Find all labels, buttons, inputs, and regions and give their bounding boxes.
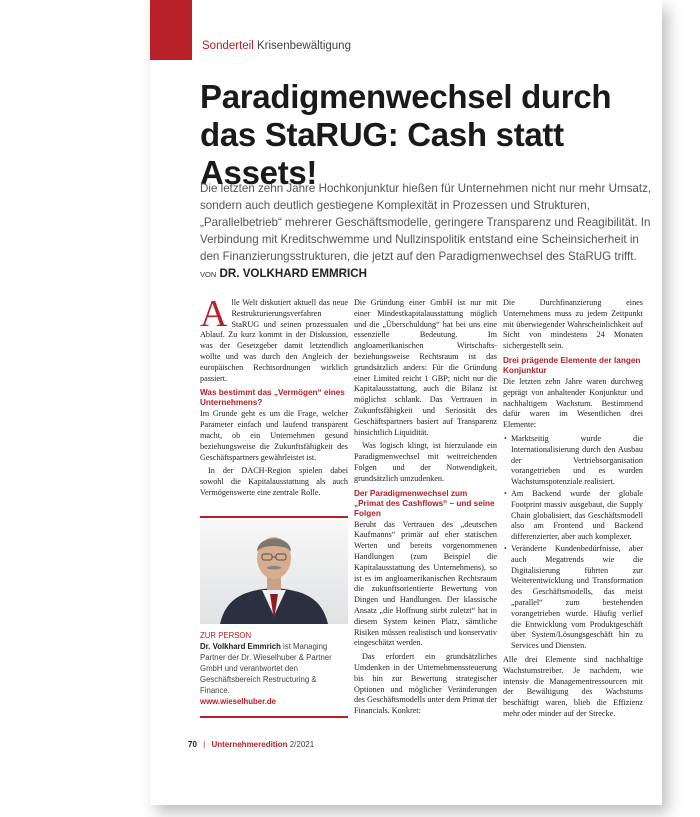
section-header	[202, 40, 351, 52]
author-name: DR. VOLKHARD EMMRICH	[219, 267, 367, 280]
subheading-vermoegen: Was bestimmt das „Vermögen“ eines Unternehmens?	[200, 388, 345, 408]
drop-cap: A	[200, 293, 228, 335]
subheading-drei-elemente: Drei prägende Elemente der langen Konjunktur	[503, 355, 641, 375]
list-item: • Veränderte Kundenbedürfnisse, aber auch Megatrends wie die Digitalisierung führten zur Weiterentwicklung und Transformation des Geschäftsmodells, das meist „parallel“ zum bestehenden vorangetrieben wurde. Häufig verlief die Entwicklung vom Produktgeschäft über System/Lösungsgeschäft hin zu Services und Diensten.	[511, 544, 643, 652]
magazine-name: Unternehmeredition	[211, 740, 288, 749]
section-label: Sonderteil	[202, 40, 254, 52]
elements-list	[503, 434, 643, 652]
person-website-link[interactable]: www.wieselhuber.de	[200, 697, 276, 706]
magazine-page	[150, 0, 662, 805]
portrait-top-rule	[200, 516, 348, 518]
red-corner-bar	[150, 0, 192, 60]
page-number: 70	[188, 740, 197, 749]
about-person-box	[200, 630, 348, 707]
col2-paragraph: Was logisch klingt, ist hierzulande ein Paradigmenwechsel mit weitreichenden Folgen und der Notwendigkeit, grundsätzlich umzudenken.	[354, 441, 497, 483]
person-name: Dr. Volkhard Emmrich	[200, 642, 281, 651]
col2-paragraph: Beruht das Vertrauen des „deutschen Kaufmanns“ primär auf eher statischen Werten und bereits vorgenommenen Handlungen (zum Beispiel die Kapitalausstattung des Unternehmens), so ist es im angloamerikanischen Rechtsraum die zukunftsorientierte Bewertung von Dingen und Handlungen. Der klassische Ansatz „die Hoffnung stirbt zuletzt“ hat in diesem System keinen Platz, sämtliche Risiken müssen realistisch und konservativ eingeschätzt werden.	[354, 519, 497, 648]
person-label: ZUR PERSON	[200, 631, 252, 640]
page-footer	[188, 740, 314, 749]
column-1	[200, 293, 348, 502]
portrait-photo	[200, 520, 348, 624]
col2-paragraph: Die Gründung einer GmbH ist nur mit einer Mindestkapitalausstattung möglich und die „Überschuldung“ hat bei uns eine essenzielle Bedeutung. Im angloamerikanischen Wirtschafts- beziehungsweise Rechtsraum ist das grundsätzlich anders: Für die Gründung einer Limited reicht 1 GBP; nicht nur die Kapitalausstattung, auch die Bilanz ist möglichst schlank. Das Vertrauen in Zukunftsfähigkeit und Seriosität des Geschäftspartners basiert auf Transparenz hinsichtlich Liquidität.	[354, 298, 497, 437]
lead-paragraph	[200, 180, 652, 283]
col3-paragraph: Alle drei Elemente sind nachhaltige Wachstumstreiber. Je nachdem, wie intensiv die Managementressourcen mit der Bewältigung des Wachstums beschäftigt waren, blieb die Effizienz mehr oder minder auf der Strecke.	[503, 654, 643, 718]
list-item: • Marktseitig wurde die Internationalisierung durch den Ausbau der Vertriebsorganisation vorangetrieben und es wurden Wachstumspotenziale realisiert.	[511, 434, 643, 488]
col2-paragraph: Das erfordert ein grundsätzliches Umdenken in der Unternehmenssteuerung bis hin zur Bewertung strategischer Optionen und möglicher Veränderungen des Geschäftsmodells unter dem Primat der Financials. Konkret:	[354, 652, 497, 716]
byline: VON	[200, 270, 217, 279]
section-topic: Krisenbewältigung	[257, 40, 351, 52]
col1-paragraph: Im Grunde geht es um die Frage, welcher Parameter einfach und laufend transparent macht, ob ein Unternehmen gesund beziehungsweise die Zukunftsfähigkeit des Geschäftspartners gewährleistet ist.	[200, 409, 348, 462]
col3-paragraph: Die Durchfinanzierung eines Unternehmens muss zu jedem Zeitpunkt mit überwiegender Wahrscheinlichkeit auf Sicht von mindestens 24 Monaten sichergestellt sein.	[503, 298, 643, 351]
person-bio: ist Managing Partner der Dr. Wieselhuber & Partner GmbH und verantwortet den Geschäftsbereich Restructuring & Finance.	[200, 642, 332, 695]
column-2	[354, 298, 497, 720]
article-title: Paradigmenwechsel durch das StaRUG: Cash statt Assets!	[200, 78, 612, 191]
subheading-paradigmenwechsel: Der Paradigmenwechsel zum „Primat des Cashflows“ – und seine Folgen	[354, 488, 495, 518]
col3-paragraph: Die letzten zehn Jahre waren durchweg geprägt von anhaltender Konjunktur und nachhaltigem Wachstum. Bestimmend dafür waren im Wesentlichen drei Elemente:	[503, 376, 643, 430]
person-bottom-rule	[200, 716, 348, 718]
issue-number: 2/2021	[289, 740, 315, 749]
list-item: • Am Backend wurde der globale Footprint massiv ausgebaut, die Supply Chain globalisiert, das Geschäftsmodell also am Frontend und Backend differenzierter, aber auch komplexer.	[511, 489, 643, 543]
intro-text: lle Welt diskutiert aktuell das neue Restrukturierungsverfahren StaRUG und seinen prozessualen Ablauf. Zu kurz kommt in der Diskussion, was der Gesetzgeber damit letztendlich wollte und was durch den Angleich der europäischen Rechtsordnungen wirklich passiert.	[200, 298, 348, 383]
lead-text: Die letzten zehn Jahre Hochkonjunktur hießen für Unternehmen nicht nur mehr Umsatz, sondern auch deutlich gestiegene Komplexität in Prozessen und Strukturen, „Parallelbetrieb“ mehrerer Geschäftsmodelle, geringere Transparenz und Reagibilität. In Verbindung mit Kreditschwemme und Nullzinspolitik entstand eine Scheinsicherheit in den Finanzierungsstrukturen, die jetzt auf den Paradigmenwechsel des StaRUG trifft.	[200, 182, 652, 263]
footer-separator: |	[203, 740, 206, 749]
column-3	[503, 298, 643, 723]
col1-paragraph: In der DACH-Region spielen dabei sowohl die Kapitalausstattung als auch Vermögenswerte eine zentrale Rolle.	[200, 466, 348, 497]
author-portrait	[200, 520, 348, 624]
